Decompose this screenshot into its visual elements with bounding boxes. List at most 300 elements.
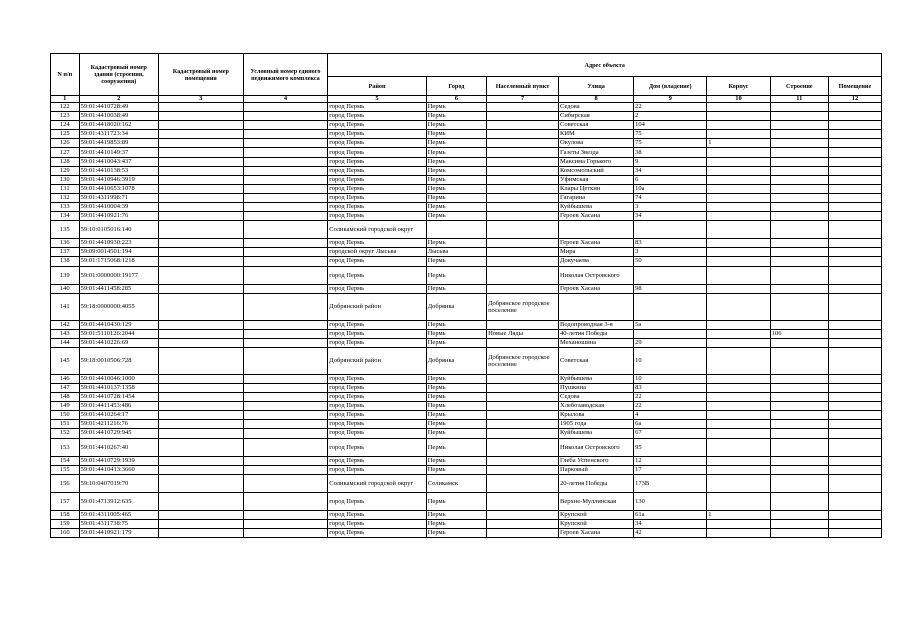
cell-settlement [487, 121, 559, 130]
cell-settlement [487, 383, 559, 392]
cell-settlement [487, 429, 559, 438]
table-row [51, 474, 882, 492]
table-row [51, 193, 882, 202]
cell-house: 10 [634, 347, 707, 374]
table-row [51, 212, 882, 221]
cell-cad-room [158, 338, 243, 347]
cell-korpus [707, 329, 771, 338]
cell-district: город Пермь [328, 139, 426, 148]
cell-num: 156 [51, 474, 80, 492]
cell-district: город Пермь [328, 121, 426, 130]
cell-pomeshenie [828, 329, 881, 338]
table-row [51, 519, 882, 528]
cell-house: 98 [634, 284, 707, 293]
cell-settlement [487, 103, 559, 112]
cell-pomeshenie [828, 130, 881, 139]
cell-street: Глеба Успенского [559, 456, 634, 465]
table-row [51, 184, 882, 193]
cell-city [426, 221, 486, 239]
cell-num: 152 [51, 429, 80, 438]
cell-cad-building: 59:01:4311738:75 [79, 519, 158, 528]
cell-cond-num [243, 130, 328, 139]
cell-cond-num [243, 112, 328, 121]
cell-street [559, 293, 634, 320]
cell-stroenie [770, 465, 828, 474]
cell-city: Пермь [426, 402, 486, 411]
cell-num: 123 [51, 112, 80, 121]
col-number: 4 [243, 96, 328, 103]
table-row [51, 374, 882, 383]
cell-house [634, 329, 707, 338]
cell-cad-room [158, 528, 243, 537]
cell-settlement [487, 510, 559, 519]
cell-cad-building: 59:01:1715068:1218 [79, 257, 158, 266]
cell-stroenie [770, 166, 828, 175]
cell-stroenie [770, 266, 828, 284]
cell-street [559, 221, 634, 239]
cell-num: 150 [51, 411, 80, 420]
cell-cad-room [158, 474, 243, 492]
cell-korpus [707, 257, 771, 266]
cell-district: город Пермь [328, 257, 426, 266]
cell-korpus [707, 492, 771, 510]
cell-street: Советская [559, 121, 634, 130]
table-row [51, 338, 882, 347]
header-cond-num: Условный номер единого недвижимого комплекса [243, 54, 328, 96]
cell-street: Седова [559, 103, 634, 112]
cell-num: 143 [51, 329, 80, 338]
cell-pomeshenie [828, 193, 881, 202]
col-number: 8 [559, 96, 634, 103]
cell-cond-num [243, 266, 328, 284]
cell-city: Добрянка [426, 347, 486, 374]
cell-settlement [487, 139, 559, 148]
cell-num: 137 [51, 248, 80, 257]
cell-street: 20-летия Победы [559, 474, 634, 492]
cell-district: город Пермь [328, 411, 426, 420]
cell-pomeshenie [828, 166, 881, 175]
cell-district: город Пермь [328, 519, 426, 528]
cell-house: 83 [634, 383, 707, 392]
cell-street: Газеты Звезда [559, 148, 634, 157]
cell-pomeshenie [828, 474, 881, 492]
cell-cad-building: 59:01:4410946:3919 [79, 175, 158, 184]
cell-street: Героев Хасана [559, 212, 634, 221]
cell-stroenie [770, 429, 828, 438]
cell-cad-room [158, 411, 243, 420]
cell-settlement: Добрянское городское поселение [487, 293, 559, 320]
cell-cad-building: 59:01:4410267:40 [79, 438, 158, 456]
cell-korpus [707, 338, 771, 347]
cell-num: 157 [51, 492, 80, 510]
cell-house: 75 [634, 139, 707, 148]
table-body [51, 103, 882, 538]
cell-city: Пермь [426, 139, 486, 148]
cell-pomeshenie [828, 320, 881, 329]
cell-house: 95 [634, 438, 707, 456]
table-row [51, 139, 882, 148]
cell-city: Пермь [426, 338, 486, 347]
col-number: 2 [79, 96, 158, 103]
cell-cad-building: 59:01:4410226:69 [79, 338, 158, 347]
cell-district: город Пермь [328, 329, 426, 338]
cell-street: Докучаева [559, 257, 634, 266]
cell-cond-num [243, 402, 328, 411]
cell-settlement [487, 175, 559, 184]
cell-district: город Пермь [328, 148, 426, 157]
cell-pomeshenie [828, 212, 881, 221]
cell-pomeshenie [828, 528, 881, 537]
cell-num: 129 [51, 166, 80, 175]
table-row [51, 121, 882, 130]
header-cad-building: Кадастровый номер здания (строения, сооружения) [79, 54, 158, 96]
cell-district: город Пермь [328, 175, 426, 184]
table-row [51, 383, 882, 392]
cell-cond-num [243, 193, 328, 202]
cell-cad-room [158, 329, 243, 338]
cell-district: город Пермь [328, 465, 426, 474]
cell-stroenie [770, 383, 828, 392]
cell-settlement [487, 474, 559, 492]
cell-stroenie [770, 528, 828, 537]
header-pomeshenie: Помещение [828, 77, 881, 96]
table-row [51, 175, 882, 184]
cell-city: Пермь [426, 420, 486, 429]
cell-cad-room [158, 166, 243, 175]
cell-cad-room [158, 347, 243, 374]
table-row [51, 112, 882, 121]
cell-num: 136 [51, 239, 80, 248]
cell-pomeshenie [828, 184, 881, 193]
cell-cad-room [158, 257, 243, 266]
cell-cad-building: 59:01:4410137:1358 [79, 383, 158, 392]
cell-city: Пермь [426, 411, 486, 420]
cell-stroenie [770, 221, 828, 239]
cell-district: город Пермь [328, 402, 426, 411]
cell-num: 146 [51, 374, 80, 383]
cell-stroenie [770, 474, 828, 492]
cell-house: 83 [634, 239, 707, 248]
cell-pomeshenie [828, 103, 881, 112]
cell-num: 127 [51, 148, 80, 157]
cell-num: 126 [51, 139, 80, 148]
cell-cad-room [158, 221, 243, 239]
cell-city: Пермь [426, 239, 486, 248]
cell-num: 130 [51, 175, 80, 184]
cell-house: 130 [634, 492, 707, 510]
cell-settlement [487, 402, 559, 411]
cell-settlement [487, 456, 559, 465]
cell-stroenie [770, 130, 828, 139]
cell-korpus [707, 284, 771, 293]
header-cad-room: Кадастровый номер помещения [158, 54, 243, 96]
cell-cond-num [243, 456, 328, 465]
cell-street: Куйбышева [559, 374, 634, 383]
cell-district: город Пермь [328, 528, 426, 537]
cell-korpus [707, 103, 771, 112]
cell-cond-num [243, 429, 328, 438]
cell-num: 149 [51, 402, 80, 411]
cell-house: 9 [634, 157, 707, 166]
cell-cad-room [158, 393, 243, 402]
cell-cad-building: 59:01:4418020:162 [79, 121, 158, 130]
cell-num: 138 [51, 257, 80, 266]
cell-num: 125 [51, 130, 80, 139]
cell-cond-num [243, 166, 328, 175]
cell-cad-room [158, 112, 243, 121]
table-row [51, 248, 882, 257]
cell-cad-room [158, 284, 243, 293]
cell-house: 17 [634, 465, 707, 474]
cell-cad-building: 59:01:0000000:19177 [79, 266, 158, 284]
cell-num: 124 [51, 121, 80, 130]
cell-num: 155 [51, 465, 80, 474]
cell-house: 22 [634, 393, 707, 402]
cell-pomeshenie [828, 465, 881, 474]
cell-korpus [707, 429, 771, 438]
cell-cad-building: 59:01:4410138:53 [79, 166, 158, 175]
cell-city: Пермь [426, 456, 486, 465]
cell-num: 148 [51, 393, 80, 402]
table-row [51, 393, 882, 402]
cell-district: Соликамский городской округ [328, 221, 426, 239]
cell-korpus [707, 212, 771, 221]
cell-house: 34 [634, 519, 707, 528]
cell-cad-building: 59:01:4410413:3660 [79, 465, 158, 474]
objects-table [50, 53, 882, 538]
cell-cad-room [158, 383, 243, 392]
cell-pomeshenie [828, 519, 881, 528]
cell-cad-room [158, 320, 243, 329]
cell-stroenie [770, 492, 828, 510]
cell-city: Пермь [426, 429, 486, 438]
cell-cond-num [243, 184, 328, 193]
cell-cad-building: 59:01:4410728:49 [79, 103, 158, 112]
table-row [51, 411, 882, 420]
table-row [51, 528, 882, 537]
col-number: 10 [707, 96, 771, 103]
cell-street: Уфимская [559, 175, 634, 184]
cell-korpus [707, 112, 771, 121]
cell-city: Пермь [426, 374, 486, 383]
cell-district: город Пермь [328, 492, 426, 510]
table-row [51, 203, 882, 212]
cell-city: Пермь [426, 320, 486, 329]
cell-korpus [707, 293, 771, 320]
cell-pomeshenie [828, 374, 881, 383]
cell-cad-room [158, 148, 243, 157]
cell-house: 3 [634, 248, 707, 257]
cell-settlement [487, 393, 559, 402]
col-number: 1 [51, 96, 80, 103]
cell-cond-num [243, 103, 328, 112]
cell-cond-num [243, 465, 328, 474]
cell-cond-num [243, 492, 328, 510]
cell-cad-building: 59:01:4410149:37 [79, 148, 158, 157]
table-row [51, 284, 882, 293]
cell-settlement [487, 374, 559, 383]
cell-cond-num [243, 203, 328, 212]
cell-stroenie [770, 456, 828, 465]
cell-district: город Пермь [328, 429, 426, 438]
cell-num: 122 [51, 103, 80, 112]
table-row [51, 347, 882, 374]
cell-street: Советская [559, 347, 634, 374]
cell-cad-room [158, 103, 243, 112]
cell-cond-num [243, 393, 328, 402]
cell-city: Пермь [426, 212, 486, 221]
cell-house [634, 293, 707, 320]
cell-pomeshenie [828, 383, 881, 392]
cell-district: город Пермь [328, 338, 426, 347]
cell-stroenie [770, 248, 828, 257]
cell-settlement: Новые Ляды [487, 329, 559, 338]
cell-street: Куйбышева [559, 203, 634, 212]
cell-district: город Пермь [328, 130, 426, 139]
cell-num: 131 [51, 184, 80, 193]
cell-street: Крупской [559, 510, 634, 519]
cell-stroenie [770, 393, 828, 402]
cell-settlement [487, 248, 559, 257]
cell-settlement [487, 465, 559, 474]
col-number: 11 [770, 96, 828, 103]
cell-settlement [487, 221, 559, 239]
cell-korpus [707, 420, 771, 429]
cell-num: 144 [51, 338, 80, 347]
cell-cad-building: 59:01:4713912:635 [79, 492, 158, 510]
cell-korpus: 1 [707, 139, 771, 148]
table-row [51, 320, 882, 329]
cell-city: Пермь [426, 121, 486, 130]
cell-house: 50 [634, 257, 707, 266]
cell-city: Пермь [426, 383, 486, 392]
cell-district: город Пермь [328, 420, 426, 429]
cell-cad-room [158, 121, 243, 130]
header-stroenie: Строение [770, 77, 828, 96]
cell-city: Пермь [426, 519, 486, 528]
table-row [51, 257, 882, 266]
cell-cad-room [158, 465, 243, 474]
table-row [51, 166, 882, 175]
cell-settlement [487, 284, 559, 293]
cell-house: 34 [634, 166, 707, 175]
cell-house: 173В [634, 474, 707, 492]
cell-settlement [487, 112, 559, 121]
table-row [51, 510, 882, 519]
cell-cond-num [243, 528, 328, 537]
cell-cad-room [158, 212, 243, 221]
cell-korpus [707, 148, 771, 157]
table-row [51, 402, 882, 411]
header-row-top [51, 54, 882, 77]
cell-city: Пермь [426, 193, 486, 202]
table-row [51, 103, 882, 112]
header-city: Город [426, 77, 486, 96]
cell-house: 75 [634, 130, 707, 139]
cell-cad-building: 59:01:4410046:1000 [79, 374, 158, 383]
cell-city: Пермь [426, 103, 486, 112]
cell-district: город Пермь [328, 112, 426, 121]
table-row [51, 438, 882, 456]
cell-city: Пермь [426, 284, 486, 293]
cell-pomeshenie [828, 456, 881, 465]
cell-num: 158 [51, 510, 80, 519]
cell-street: Хлебозаводская [559, 402, 634, 411]
table-row [51, 148, 882, 157]
cell-city: Пермь [426, 184, 486, 193]
cell-korpus [707, 456, 771, 465]
cell-cad-room [158, 492, 243, 510]
cell-num: 154 [51, 456, 80, 465]
cell-city: Пермь [426, 166, 486, 175]
cell-korpus [707, 266, 771, 284]
cell-stroenie [770, 510, 828, 519]
cell-cad-building: 59:01:4410921:76 [79, 212, 158, 221]
cell-street: Мира [559, 248, 634, 257]
cell-street: Верхне-Муллинская [559, 492, 634, 510]
cell-korpus [707, 393, 771, 402]
cell-city: Соликамск [426, 474, 486, 492]
cell-cad-room [158, 402, 243, 411]
cell-street: Механошина [559, 338, 634, 347]
cell-pomeshenie [828, 338, 881, 347]
cell-cad-building: 59:01:4410264:17 [79, 411, 158, 420]
cell-district: город Пермь [328, 212, 426, 221]
cell-cond-num [243, 157, 328, 166]
cell-stroenie [770, 203, 828, 212]
cell-settlement [487, 492, 559, 510]
cell-korpus [707, 374, 771, 383]
cell-stroenie [770, 293, 828, 320]
cell-stroenie [770, 148, 828, 157]
cell-house [634, 221, 707, 239]
cell-house: 34 [634, 212, 707, 221]
cell-num: 140 [51, 284, 80, 293]
cell-num: 141 [51, 293, 80, 320]
cell-cad-building: 59:01:4410004:39 [79, 203, 158, 212]
table-row [51, 239, 882, 248]
cell-settlement [487, 266, 559, 284]
cell-house: 10а [634, 184, 707, 193]
cell-pomeshenie [828, 284, 881, 293]
cell-street: Николая Островского [559, 266, 634, 284]
table-row [51, 221, 882, 239]
cell-district: городской округ Лысьва [328, 248, 426, 257]
cell-settlement [487, 212, 559, 221]
cell-settlement [487, 166, 559, 175]
cell-street: Клары Цеткин [559, 184, 634, 193]
cell-korpus [707, 465, 771, 474]
cell-cad-building: 59:01:4311723:34 [79, 130, 158, 139]
cell-house: 6 [634, 175, 707, 184]
cell-stroenie [770, 411, 828, 420]
cell-cad-room [158, 438, 243, 456]
cell-pomeshenie [828, 203, 881, 212]
cell-pomeshenie [828, 393, 881, 402]
cell-house: 67 [634, 429, 707, 438]
cell-korpus [707, 193, 771, 202]
cell-korpus [707, 121, 771, 130]
cell-house: 22 [634, 103, 707, 112]
cell-cad-building: 59:01:5110126:2044 [79, 329, 158, 338]
table-row [51, 465, 882, 474]
cell-pomeshenie [828, 157, 881, 166]
cell-stroenie [770, 374, 828, 383]
table-row [51, 492, 882, 510]
cell-cad-room [158, 429, 243, 438]
cell-settlement [487, 438, 559, 456]
cell-city: Пермь [426, 510, 486, 519]
